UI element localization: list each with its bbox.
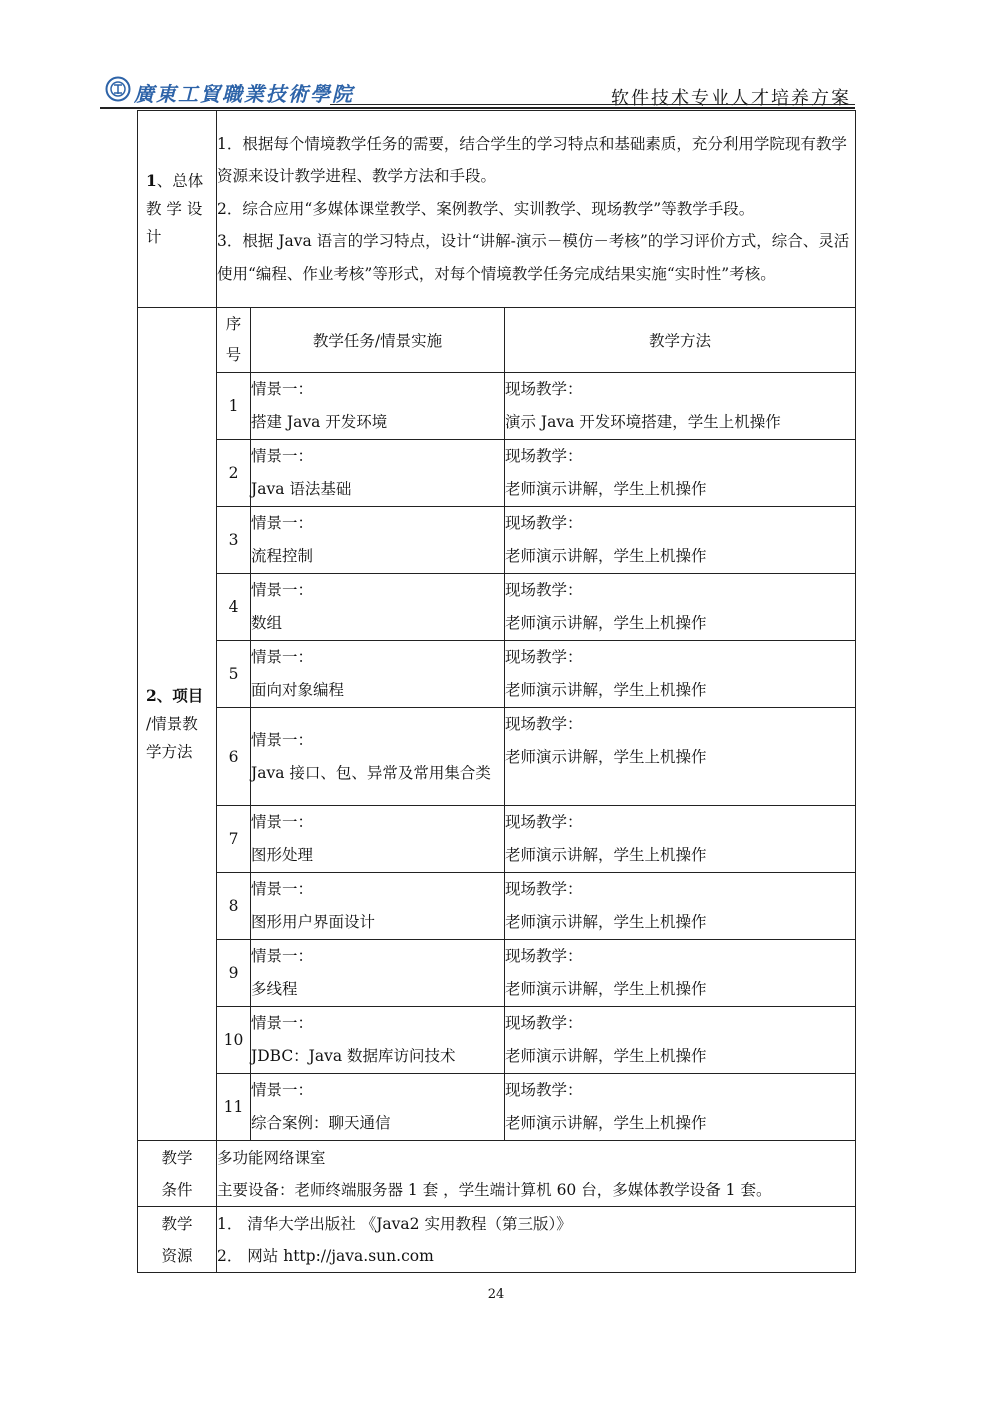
method-cell xyxy=(505,1007,856,1074)
method-line2: 老师演示讲解，学生上机操作 xyxy=(505,614,707,632)
conditions-content xyxy=(217,1141,856,1207)
page-header xyxy=(100,74,855,108)
method-cell xyxy=(505,373,856,440)
task-line2: 图形用户界面设计 xyxy=(251,913,376,931)
section-overall-design xyxy=(138,111,856,308)
task-line2: 面向对象编程 xyxy=(251,681,345,699)
section1-paragraph-1: 1．根据每个情境教学任务的需要，结合学生的学习特点和基础素质，充分利用学院现有教学资源来设计教学进程、教学方法和手段。 xyxy=(217,134,847,186)
method-line1: 现场教学： xyxy=(505,581,583,599)
task-line1: 情景一： xyxy=(251,730,314,749)
table-row xyxy=(138,806,856,873)
method-line2: 老师演示讲解，学生上机操作 xyxy=(505,681,707,699)
method-line2: 老师演示讲解，学生上机操作 xyxy=(505,1114,707,1132)
method-line2: 老师演示讲解，学生上机操作 xyxy=(505,480,707,498)
row-number: 9 xyxy=(217,940,251,1007)
table-row xyxy=(138,1074,856,1141)
conditions-line2: 主要设备：老师终端服务器 1 套 ，学生端计算机 60 台，多媒体教学设备 1 套。 xyxy=(217,1180,772,1199)
method-line2: 演示 Java 开发环境搭建，学生上机操作 xyxy=(505,413,781,431)
section2-label-line2: /情景教 xyxy=(146,715,198,733)
column-header-task: 教学任务/情景实施 xyxy=(251,308,505,373)
method-line2: 老师演示讲解，学生上机操作 xyxy=(505,913,707,931)
task-line2: 流程控制 xyxy=(251,547,314,565)
conditions-label-line2: 条件 xyxy=(161,1180,193,1199)
resources-label xyxy=(138,1207,217,1273)
method-line1: 现场教学： xyxy=(505,813,583,831)
task-cell xyxy=(251,873,505,940)
method-line2: 老师演示讲解，学生上机操作 xyxy=(505,1047,707,1065)
table-row xyxy=(138,708,856,806)
conditions-label-line1: 教学 xyxy=(161,1148,193,1167)
task-line1: 情景一： xyxy=(251,648,314,666)
task-line1: 情景一： xyxy=(251,947,314,965)
section1-paragraph-2: 2．综合应用“多媒体课堂教学、案例教学、实训教学、现场教学”等教学手段。 xyxy=(217,199,755,218)
section1-label-suffix: 、总体 xyxy=(156,172,204,190)
task-cell xyxy=(251,940,505,1007)
section2-label-line1: 2、项目 xyxy=(146,686,204,705)
row-number: 4 xyxy=(217,574,251,641)
task-line1: 情景一： xyxy=(251,1014,314,1032)
section1-label xyxy=(138,111,217,308)
method-cell xyxy=(505,708,856,806)
resources-label-line2: 资源 xyxy=(161,1246,193,1265)
method-line1: 现场教学： xyxy=(505,514,583,532)
method-cell xyxy=(505,574,856,641)
method-line2: 老师演示讲解，学生上机操作 xyxy=(505,547,707,565)
table-row xyxy=(138,873,856,940)
row-number: 5 xyxy=(217,641,251,708)
resources-row xyxy=(138,1207,856,1273)
method-line1: 现场教学： xyxy=(505,447,583,465)
resources-label-line1: 教学 xyxy=(161,1214,193,1233)
row-number: 10 xyxy=(217,1007,251,1074)
table-row xyxy=(138,574,856,641)
table-row xyxy=(138,373,856,440)
task-cell xyxy=(251,440,505,507)
task-cell xyxy=(251,1007,505,1074)
table-row xyxy=(138,1007,856,1074)
task-cell xyxy=(251,507,505,574)
row-number: 1 xyxy=(217,373,251,440)
method-line1: 现场教学： xyxy=(505,648,583,666)
section1-label-line2: 教 学 设 xyxy=(146,200,203,218)
task-cell xyxy=(251,806,505,873)
method-cell xyxy=(505,940,856,1007)
table-row xyxy=(138,940,856,1007)
task-line2: 综合案例：聊天通信 xyxy=(251,1114,391,1132)
column-header-method: 教学方法 xyxy=(505,308,856,373)
section2-label-line3: 学方法 xyxy=(146,743,193,761)
table-row xyxy=(138,641,856,708)
task-cell xyxy=(251,574,505,641)
task-line1: 情景一： xyxy=(251,1081,314,1099)
section1-content xyxy=(217,111,856,308)
document-title: 软件技术专业人才培养方案 xyxy=(611,88,851,109)
task-line1: 情景一： xyxy=(251,447,314,465)
method-cell xyxy=(505,1074,856,1141)
method-cell xyxy=(505,507,856,574)
school-emblem-icon xyxy=(105,76,131,102)
header-divider-thin xyxy=(330,104,855,105)
task-line2: JDBC：Java 数据库访问技术 xyxy=(251,1047,456,1065)
task-line2: 多线程 xyxy=(251,980,298,998)
school-logo-text: 廣東工貿職業技術學院 xyxy=(134,82,354,106)
method-cell xyxy=(505,440,856,507)
task-cell xyxy=(251,373,505,440)
resources-line2: 2． 网站 http://java.sun.com xyxy=(217,1246,434,1265)
page-number: 24 xyxy=(487,1287,505,1302)
table-row xyxy=(138,440,856,507)
teaching-plan-table xyxy=(137,110,856,1273)
method-line2: 老师演示讲解，学生上机操作 xyxy=(505,980,707,998)
table-row xyxy=(138,507,856,574)
column-header-seq: 序号 xyxy=(217,308,251,373)
row-number: 7 xyxy=(217,806,251,873)
task-line1: 情景一： xyxy=(251,581,314,599)
row-number: 6 xyxy=(217,708,251,806)
row-number: 8 xyxy=(217,873,251,940)
header-divider xyxy=(100,107,855,109)
conditions-line1: 多功能网络课室 xyxy=(217,1148,326,1167)
method-line2: 老师演示讲解，学生上机操作 xyxy=(505,748,707,766)
method-cell xyxy=(505,641,856,708)
row-number: 2 xyxy=(217,440,251,507)
method-line2: 老师演示讲解，学生上机操作 xyxy=(505,846,707,864)
section1-paragraph-3: 3．根据 Java 语言的学习特点，设计“讲解-演示－模仿－考核”的学习评价方式，综合、灵活使用“编程、作业考核”等形式，对每个情境教学任务完成结果实施“实时性”考核。 xyxy=(217,232,850,283)
task-cell xyxy=(251,641,505,708)
task-line2: 搭建 Java 开发环境 xyxy=(251,413,388,431)
resources-content xyxy=(217,1207,856,1273)
conditions-row xyxy=(138,1141,856,1207)
row-number: 11 xyxy=(217,1074,251,1141)
task-line2: 数组 xyxy=(251,614,283,632)
resources-line1: 1． 清华大学出版社 《Java2 实用教程（第三版）》 xyxy=(217,1214,572,1233)
task-line2: Java 接口、包、异常及常用集合类 xyxy=(251,763,491,782)
task-cell xyxy=(251,1074,505,1141)
method-line1: 现场教学： xyxy=(505,715,583,733)
method-cell xyxy=(505,873,856,940)
method-line1: 现场教学： xyxy=(505,1081,583,1099)
task-cell xyxy=(251,708,505,806)
method-line1: 现场教学： xyxy=(505,947,583,965)
row-number: 3 xyxy=(217,507,251,574)
task-line1: 情景一： xyxy=(251,880,314,898)
section2-header-row xyxy=(138,308,856,373)
section2-label xyxy=(138,308,217,1141)
task-line1: 情景一： xyxy=(251,514,314,532)
task-line1: 情景一： xyxy=(251,813,314,831)
method-line1: 现场教学： xyxy=(505,1014,583,1032)
method-line1: 现场教学： xyxy=(505,880,583,898)
section1-label-line3: 计 xyxy=(146,228,162,246)
task-line2: 图形处理 xyxy=(251,846,314,864)
method-line1: 现场教学： xyxy=(505,380,583,398)
section1-label-number: 1 xyxy=(146,171,157,190)
task-line2: Java 语法基础 xyxy=(251,480,352,498)
conditions-label xyxy=(138,1141,217,1207)
task-line1: 情景一： xyxy=(251,380,314,398)
method-cell xyxy=(505,806,856,873)
